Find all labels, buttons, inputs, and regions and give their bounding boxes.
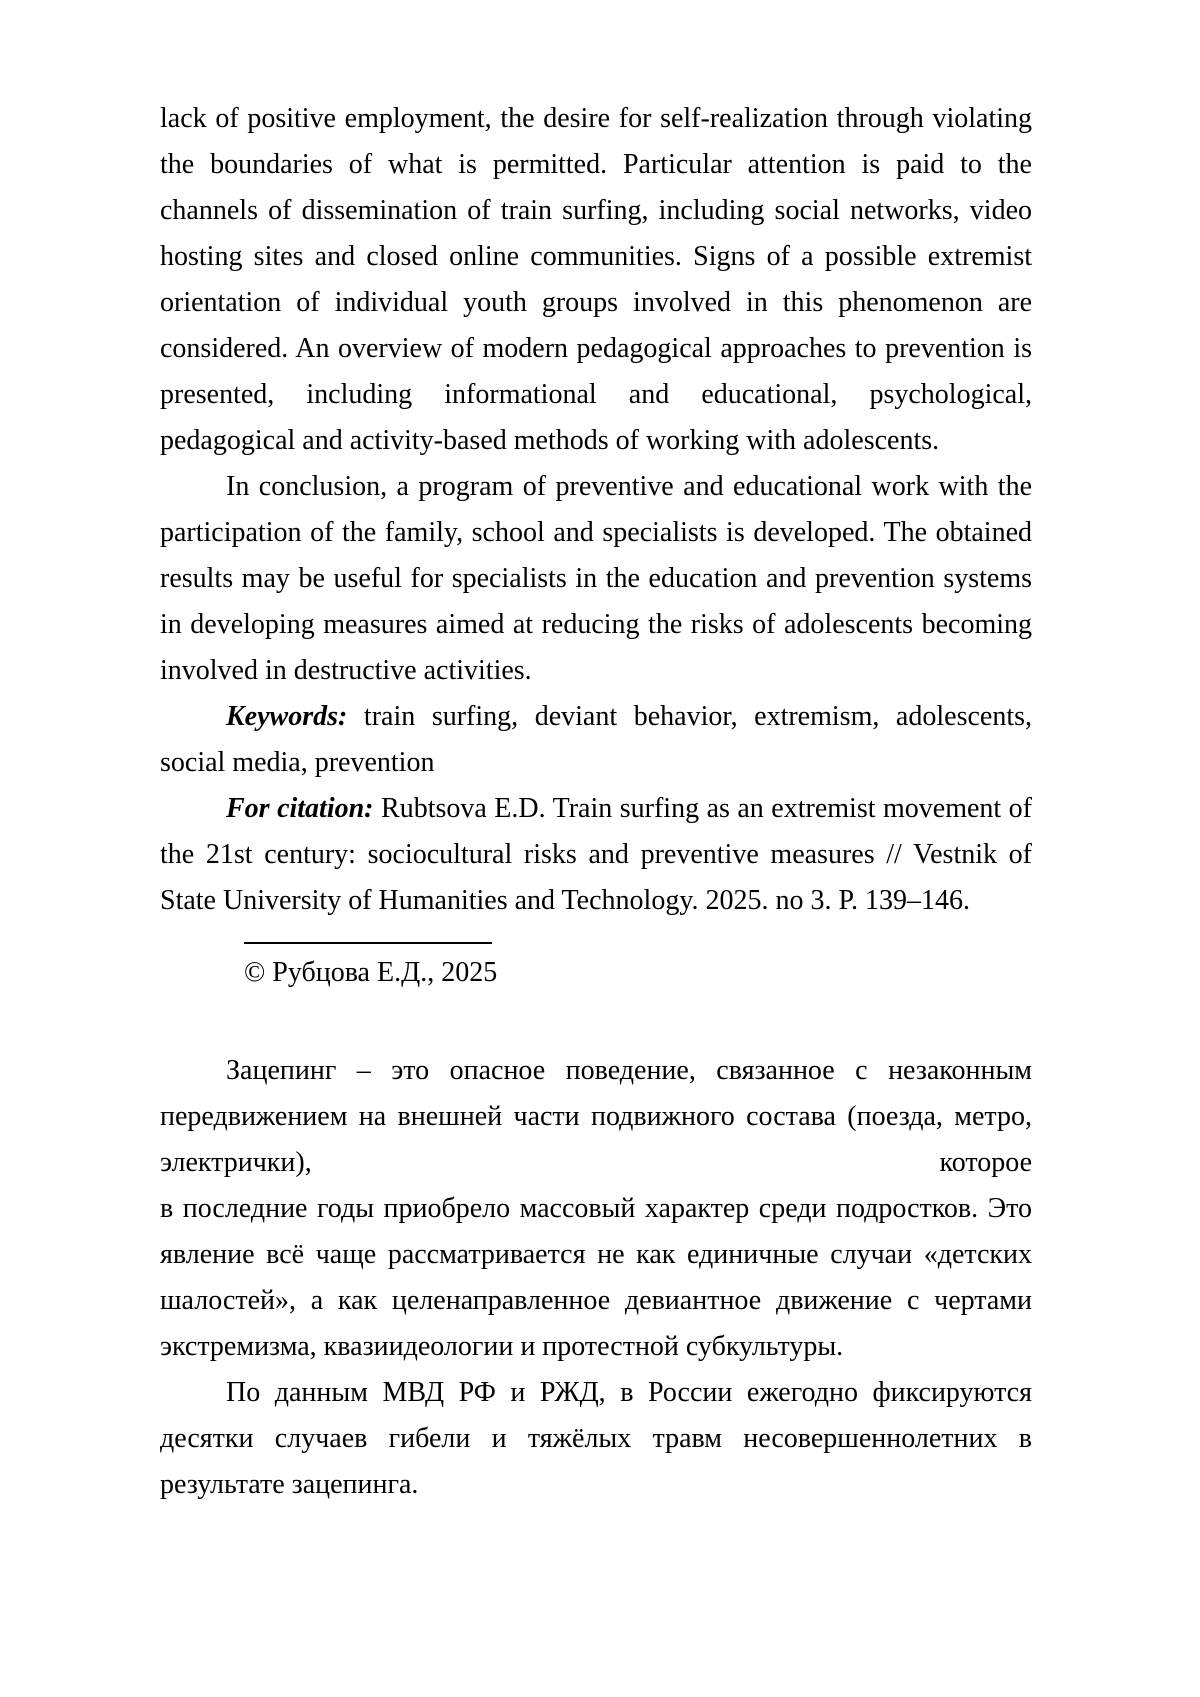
paragraph-citation (160, 786, 1032, 924)
citation-text: Rubtsova E.D. Train surfing as an extremist movement of the 21st century: sociocultural risks and preventive measures // Vestnik of State University of Humanities and Technology. 2025. no 3. P. 139–146. (160, 793, 1033, 916)
footnote-divider (244, 942, 492, 944)
paragraph-keywords (160, 694, 1032, 786)
spread-line-right: которое (939, 1147, 1032, 1178)
citation-label: For citation: (226, 793, 374, 824)
paragraph-ru-intro-part1: Зацепинг – это опасное поведение, связанное с незаконным передвижением на внешней части подвижного состава (поезда, метро, (160, 1055, 1032, 1132)
spread-line-left: электрички), (160, 1147, 312, 1178)
keywords-text: train surfing, deviant behavior, extremism, adolescents, social media, prevention (160, 701, 1032, 778)
paragraph-ru-statistics: По данным МВД РФ и РЖД, в России ежегодно фиксируются десятки случаев гибели и тяжёлых травм несовершеннолетних в результате зацепинга. (160, 1377, 1032, 1500)
paragraph-abstract-continuation: lack of positive employment, the desire for self-realization through violating the boundaries of what is permitted. Particular attention is paid to the channels of dissemination of train surfing, including social networks, video hosting sites and closed online communities. Signs of a possible extremist orientation of individual youth groups involved in this phenomenon are considered. An overview of modern pedagogical approaches to prevention is presented, including informational and educational, psychological, pedagogical and activity-based methods of working with adolescents. (160, 103, 1032, 456)
paragraph-ru-intro-part2: в последние годы приобрело массовый характер среди подростков. Это явление всё чаще рассматривается не как единичные случаи «детских шалостей», а как целенаправленное девиантное движение с чертами экстремизма, квазиидеологии и протестной субкультуры. (160, 1193, 1032, 1362)
paragraph-conclusion: In conclusion, a program of preventive and educational work with the participation of the family, school and specialists is developed. The obtained results may be useful for specialists in the education and prevention systems in developing measures aimed at reducing the risks of adolescents becoming involved in destructive activities. (160, 471, 1032, 686)
paragraph-ru-intro-spread-line (160, 1140, 1032, 1186)
copyright-line: © Рубцова Е.Д., 2025 (244, 957, 498, 988)
keywords-label: Keywords: (226, 701, 348, 732)
section-spacer (160, 996, 1032, 1048)
